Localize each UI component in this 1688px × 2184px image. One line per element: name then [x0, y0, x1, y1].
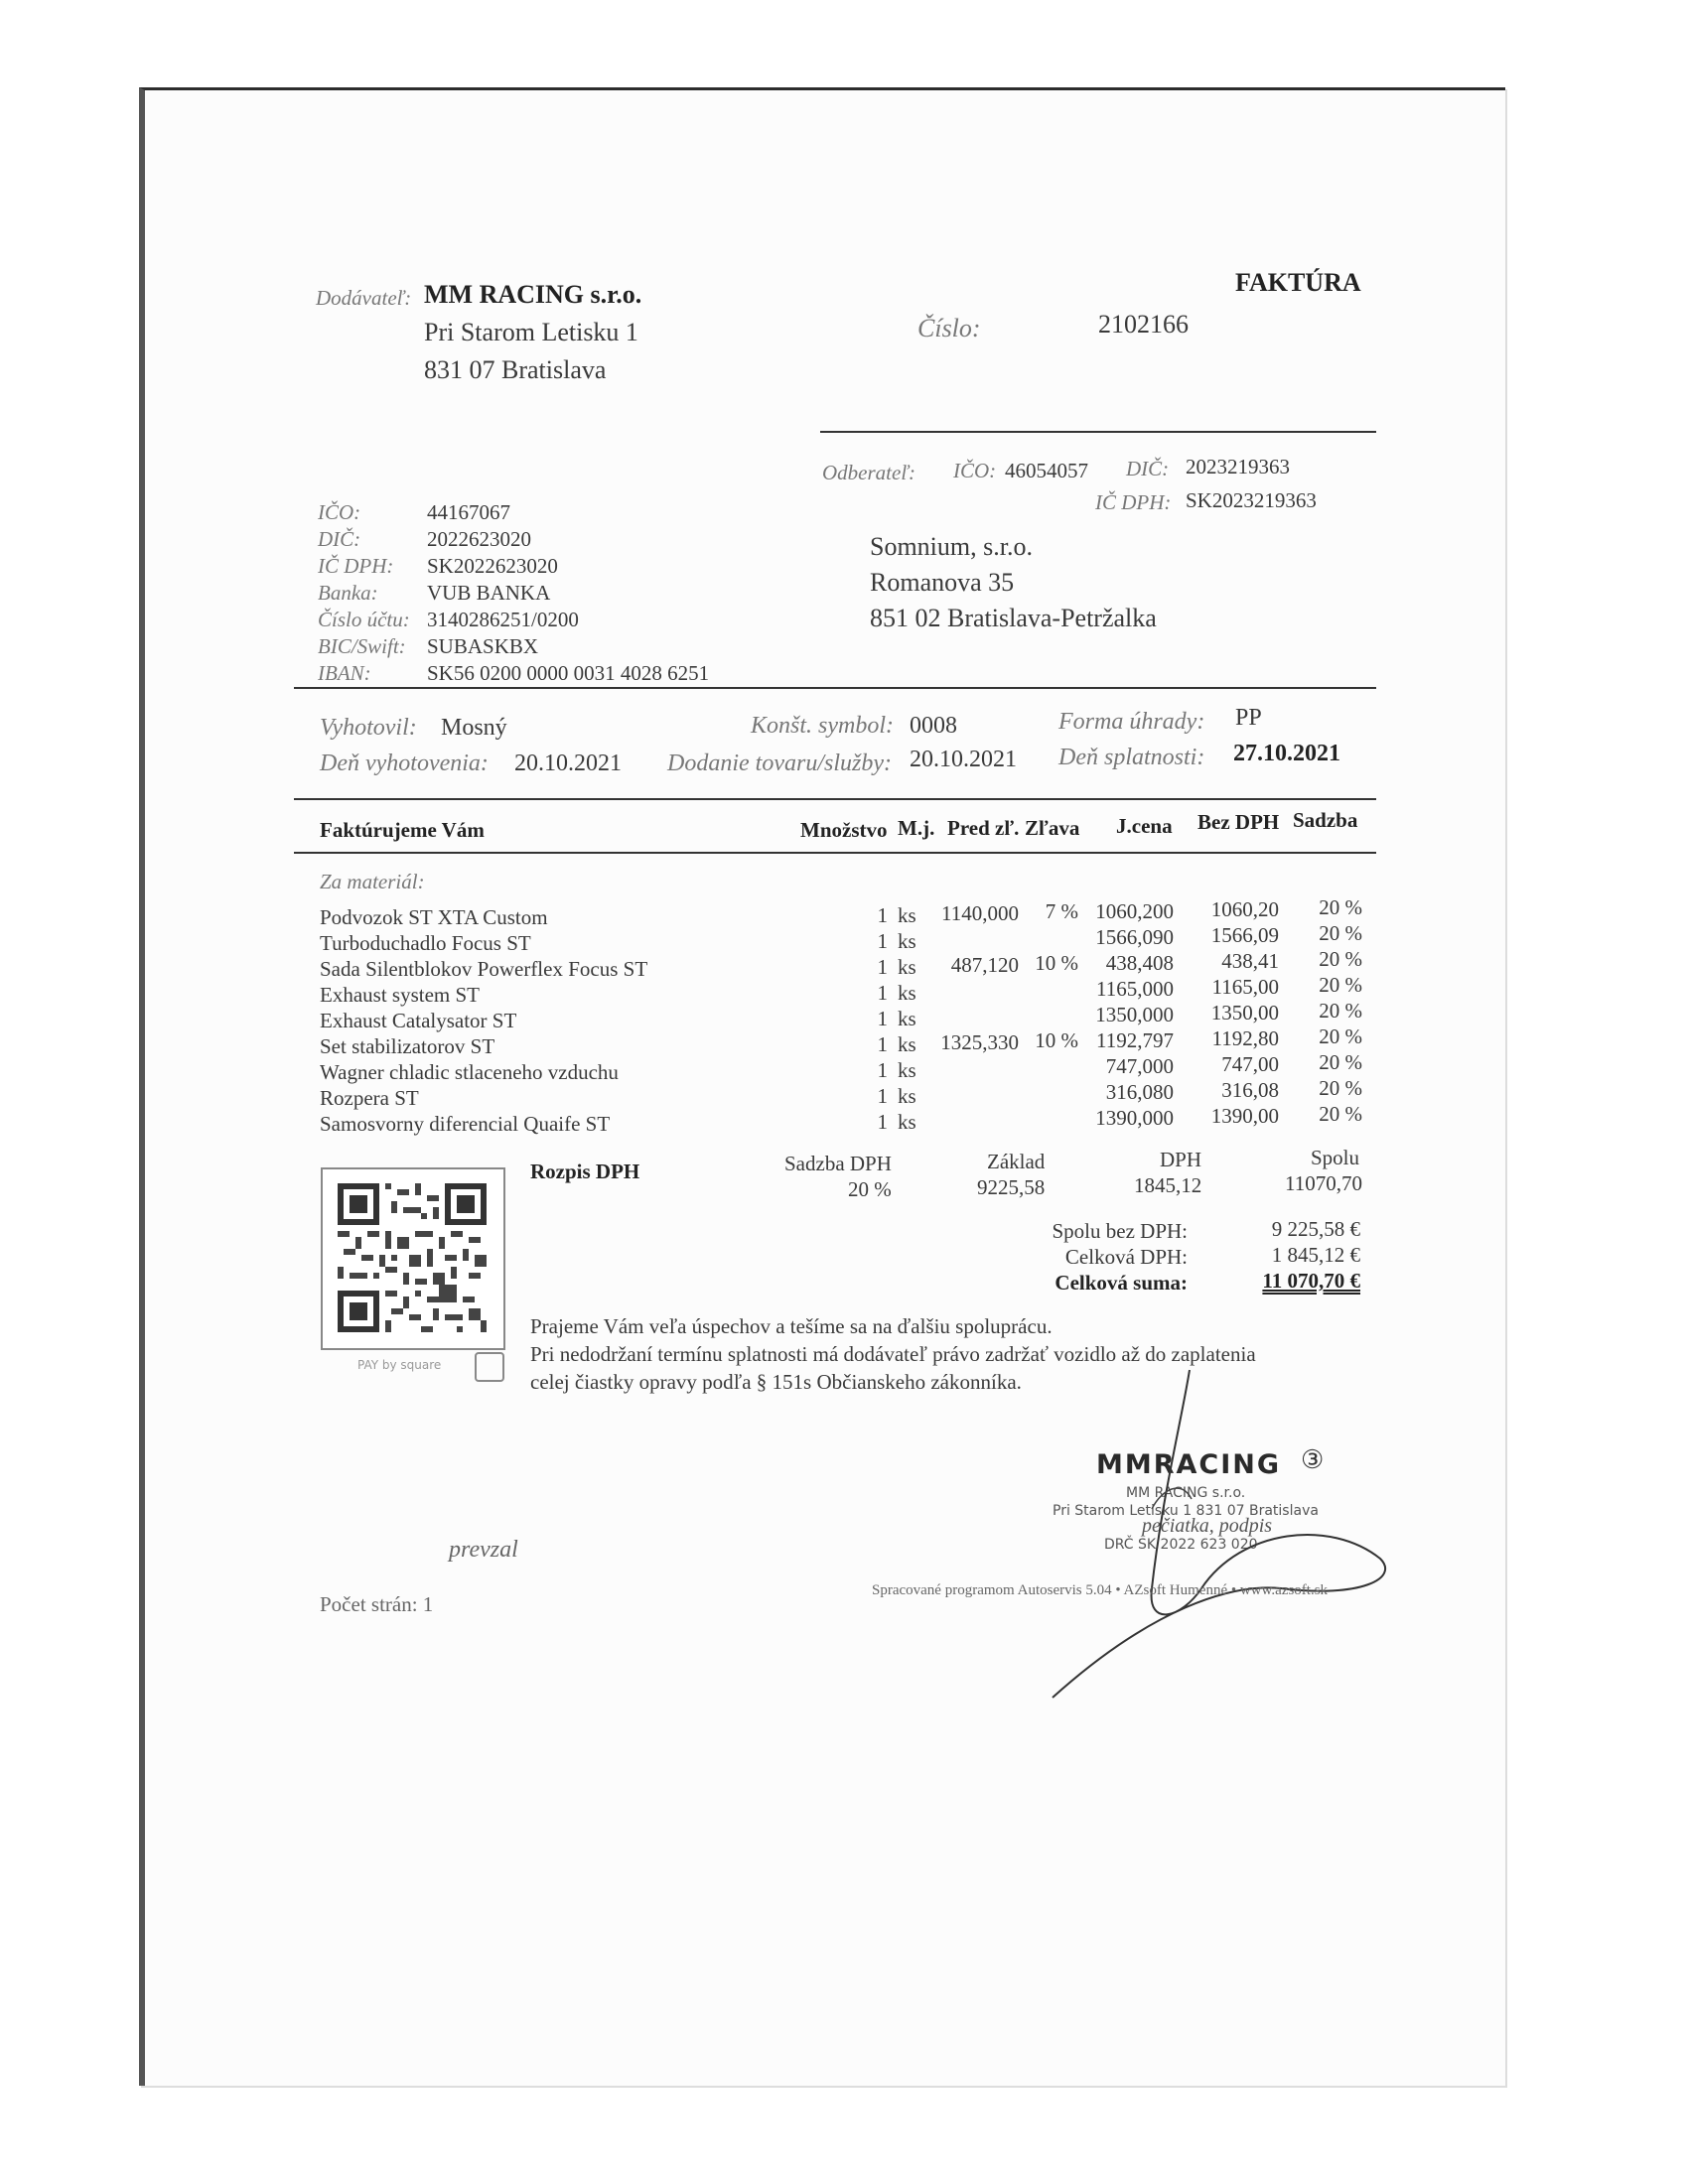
- row-unit-price: 747,000: [1105, 1054, 1174, 1078]
- row-qty: 1: [877, 1084, 888, 1108]
- stamp-line: MM RACING s.r.o.: [1126, 1485, 1246, 1501]
- supplier-id-label: Banka:: [318, 581, 378, 605]
- supplier-label: Dodávateľ:: [316, 286, 412, 310]
- row-qty: 1: [877, 981, 888, 1005]
- row-unit-price: 316,080: [1105, 1080, 1174, 1104]
- row-item: Wagner chladic stlaceneho vzduchu: [320, 1060, 619, 1084]
- vyhotovil-value: Mosný: [441, 715, 507, 741]
- total-net-label: Spolu bez DPH:: [1052, 1219, 1188, 1243]
- vat-total: 11070,70: [1285, 1171, 1362, 1195]
- konst-symbol-value: 0008: [910, 713, 957, 739]
- row-net: 1192,80: [1211, 1026, 1279, 1050]
- forma-uhrady-value: PP: [1235, 705, 1262, 731]
- vat-header-vat: DPH: [1160, 1148, 1202, 1171]
- row-item: Turboduchadlo Focus ST: [320, 931, 531, 955]
- section-label: Za materiál:: [320, 870, 425, 893]
- footer-software: Spracované programom Autoservis 5.04 • AZsoft Humenné • www.azsoft.sk: [872, 1582, 1329, 1598]
- customer-dic-label: DIČ:: [1126, 457, 1170, 480]
- row-net: 438,41: [1221, 949, 1279, 973]
- row-net: 1165,00: [1211, 975, 1279, 999]
- row-net: 1566,09: [1210, 923, 1279, 947]
- row-unit: ks: [898, 1007, 916, 1030]
- customer-label: Odberateľ:: [822, 461, 915, 484]
- row-qty: 1: [877, 1032, 888, 1056]
- vat-header-base: Základ: [987, 1150, 1046, 1173]
- supplier-id-value: SK56 0200 0000 0031 4028 6251: [427, 661, 710, 685]
- total-net-value: 9 225,58 €: [1271, 1217, 1360, 1241]
- supplier-id-value: SUBASKBX: [427, 634, 539, 658]
- invoice-number: 2102166: [1098, 310, 1189, 339]
- forma-uhrady-label: Forma úhrady:: [1058, 709, 1205, 735]
- stamp-line: Pri Starom Letisku 1 831 07 Bratislava: [1053, 1503, 1319, 1519]
- supplier-id-value: 2022623020: [427, 527, 531, 551]
- total-sum-value: 11 070,70 €: [1262, 1269, 1360, 1293]
- row-unit: ks: [898, 981, 916, 1005]
- supplier-id-value: VUB BANKA: [427, 581, 551, 605]
- den-splatnosti-label: Deň splatnosti:: [1058, 745, 1205, 770]
- dodanie-label: Dodanie tovaru/služby:: [667, 751, 892, 776]
- total-vat-label: Celková DPH:: [1064, 1245, 1188, 1269]
- stamp-logo: MMRACING: [1096, 1449, 1282, 1480]
- customer-ico: 46054057: [1005, 459, 1088, 482]
- prevzal-label: prevzal: [449, 1537, 518, 1563]
- row-item: Rozpera ST: [320, 1086, 419, 1110]
- note-line: Pri nedodržaní termínu splatnosti má dodávateľ právo zadržať vozidlo až do zaplatenia: [530, 1342, 1256, 1366]
- supplier-id-value: 44167067: [427, 500, 510, 524]
- row-net: 1060,20: [1210, 897, 1279, 921]
- row-unit-price: 1566,090: [1095, 925, 1174, 949]
- row-unit: ks: [898, 1058, 916, 1082]
- row-unit: ks: [898, 1110, 916, 1134]
- row-unit: ks: [898, 903, 916, 927]
- row-unit: ks: [898, 1084, 916, 1108]
- signature: [1033, 1360, 1410, 1707]
- row-unit-price: 1192,797: [1096, 1028, 1174, 1052]
- stamp-line: DRČ SK 2022 623 020: [1104, 1537, 1258, 1553]
- row-unit-price: 438,408: [1105, 951, 1174, 975]
- row-net: 316,08: [1221, 1078, 1279, 1102]
- page-count: Počet strán: 1: [320, 1592, 434, 1616]
- den-splatnosti-value: 27.10.2021: [1233, 741, 1340, 766]
- customer-icdph: SK2023219363: [1186, 488, 1317, 512]
- row-unit: ks: [898, 955, 916, 979]
- row-pre-price: 1325,330: [940, 1030, 1019, 1054]
- row-item: Sada Silentblokov Powerflex Focus ST: [320, 957, 648, 981]
- supplier-id-label: IČO:: [318, 500, 361, 524]
- header-unit-price: J.cena: [1116, 814, 1173, 838]
- row-qty: 1: [877, 1058, 888, 1082]
- row-rate: 20 %: [1319, 1050, 1362, 1074]
- divider: [294, 687, 1376, 689]
- row-net: 747,00: [1221, 1052, 1279, 1076]
- dodanie-value: 20.10.2021: [910, 747, 1017, 772]
- row-qty: 1: [877, 955, 888, 979]
- row-item: Set stabilizatorov ST: [320, 1034, 495, 1058]
- row-rate: 20 %: [1319, 921, 1362, 945]
- supplier-street: Pri Starom Letisku 1: [424, 318, 638, 346]
- stamp-mark: ③: [1301, 1445, 1325, 1474]
- header-discount: Zľava: [1025, 816, 1080, 840]
- row-discount: 7 %: [1045, 899, 1078, 923]
- row-item: Exhaust Catalysator ST: [320, 1009, 517, 1032]
- customer-city: 851 02 Bratislava-Petržalka: [870, 604, 1157, 632]
- document-title: FAKTÚRA: [1235, 268, 1361, 297]
- invoice-number-label: Číslo:: [917, 314, 981, 342]
- row-rate: 20 %: [1319, 973, 1362, 997]
- vyhotovil-label: Vyhotovil:: [320, 715, 417, 741]
- supplier-id-label: IBAN:: [318, 661, 371, 685]
- row-discount: 10 %: [1035, 951, 1078, 975]
- divider: [294, 852, 1376, 854]
- den-vyhotovenia-label: Deň vyhotovenia:: [320, 751, 489, 776]
- note-line: celej čiastky opravy podľa § 151s Občianskeho zákonníka.: [530, 1370, 1022, 1394]
- card-icon: [475, 1352, 504, 1382]
- header-qty: Množstvo: [800, 818, 888, 842]
- row-rate: 20 %: [1319, 895, 1362, 919]
- header-rate: Sadzba: [1293, 808, 1358, 832]
- row-rate: 20 %: [1319, 947, 1362, 971]
- row-qty: 1: [877, 929, 888, 953]
- row-rate: 20 %: [1319, 1102, 1362, 1126]
- header-net: Bez DPH: [1197, 810, 1280, 834]
- signature-label: pečiatka, podpis: [1142, 1515, 1273, 1537]
- supplier-id-label: IČ DPH:: [318, 554, 394, 578]
- supplier-id-label: DIČ:: [318, 527, 361, 551]
- divider: [820, 431, 1376, 433]
- row-item: Podvozok ST XTA Custom: [320, 905, 548, 929]
- customer-ico-label: IČO:: [953, 459, 997, 482]
- supplier-id-label: Číslo účtu:: [318, 608, 410, 631]
- total-vat-value: 1 845,12 €: [1271, 1243, 1360, 1267]
- den-vyhotovenia-value: 20.10.2021: [514, 751, 622, 776]
- supplier-id-value: SK2022623020: [427, 554, 558, 578]
- supplier-city: 831 07 Bratislava: [424, 355, 607, 384]
- vat-amount: 1845,12: [1134, 1173, 1202, 1197]
- pay-by-square-label: PAY by square: [357, 1358, 442, 1372]
- row-discount: 10 %: [1035, 1028, 1078, 1052]
- row-pre-price: 487,120: [950, 953, 1019, 977]
- row-net: 1350,00: [1210, 1001, 1279, 1024]
- header-item: Faktúrujeme Vám: [320, 818, 485, 842]
- vat-base: 9225,58: [977, 1175, 1046, 1199]
- vat-rate: 20 %: [848, 1177, 892, 1201]
- vat-header-rate: Sadzba DPH: [784, 1152, 892, 1175]
- vat-header-total: Spolu: [1311, 1146, 1360, 1169]
- row-item: Samosvorny diferencial Quaife ST: [320, 1112, 611, 1136]
- vat-title: Rozpis DPH: [530, 1160, 640, 1183]
- row-rate: 20 %: [1319, 1076, 1362, 1100]
- supplier-id-value: 3140286251/0200: [427, 608, 579, 631]
- customer-dic: 2023219363: [1186, 455, 1290, 478]
- row-unit: ks: [898, 929, 916, 953]
- row-unit: ks: [898, 1032, 916, 1056]
- header-unit: M.j.: [898, 816, 935, 840]
- divider: [294, 798, 1376, 800]
- row-unit-price: 1165,000: [1096, 977, 1174, 1001]
- note-line: Prajeme Vám veľa úspechov a tešíme sa na ďalšiu spoluprácu.: [530, 1314, 1053, 1338]
- konst-symbol-label: Konšt. symbol:: [751, 713, 894, 739]
- row-pre-price: 1140,000: [941, 901, 1019, 925]
- row-qty: 1: [877, 1110, 888, 1134]
- row-unit-price: 1350,000: [1095, 1003, 1174, 1026]
- row-unit-price: 1390,000: [1095, 1106, 1174, 1130]
- row-item: Exhaust system ST: [320, 983, 480, 1007]
- row-net: 1390,00: [1210, 1104, 1279, 1128]
- total-sum-label: Celková suma:: [1055, 1271, 1188, 1295]
- row-qty: 1: [877, 903, 888, 927]
- customer-name: Somnium, s.r.o.: [870, 532, 1033, 561]
- supplier-name: MM RACING s.r.o.: [424, 280, 642, 309]
- customer-street: Romanova 35: [870, 568, 1015, 597]
- row-qty: 1: [877, 1007, 888, 1030]
- header-pre-price: Pred zľ.: [947, 816, 1020, 840]
- row-unit-price: 1060,200: [1095, 899, 1174, 923]
- row-rate: 20 %: [1319, 999, 1362, 1023]
- supplier-id-label: BIC/Swift:: [318, 634, 406, 658]
- qr-code: [321, 1167, 505, 1350]
- customer-icdph-label: IČ DPH:: [1095, 490, 1172, 514]
- row-rate: 20 %: [1319, 1024, 1362, 1048]
